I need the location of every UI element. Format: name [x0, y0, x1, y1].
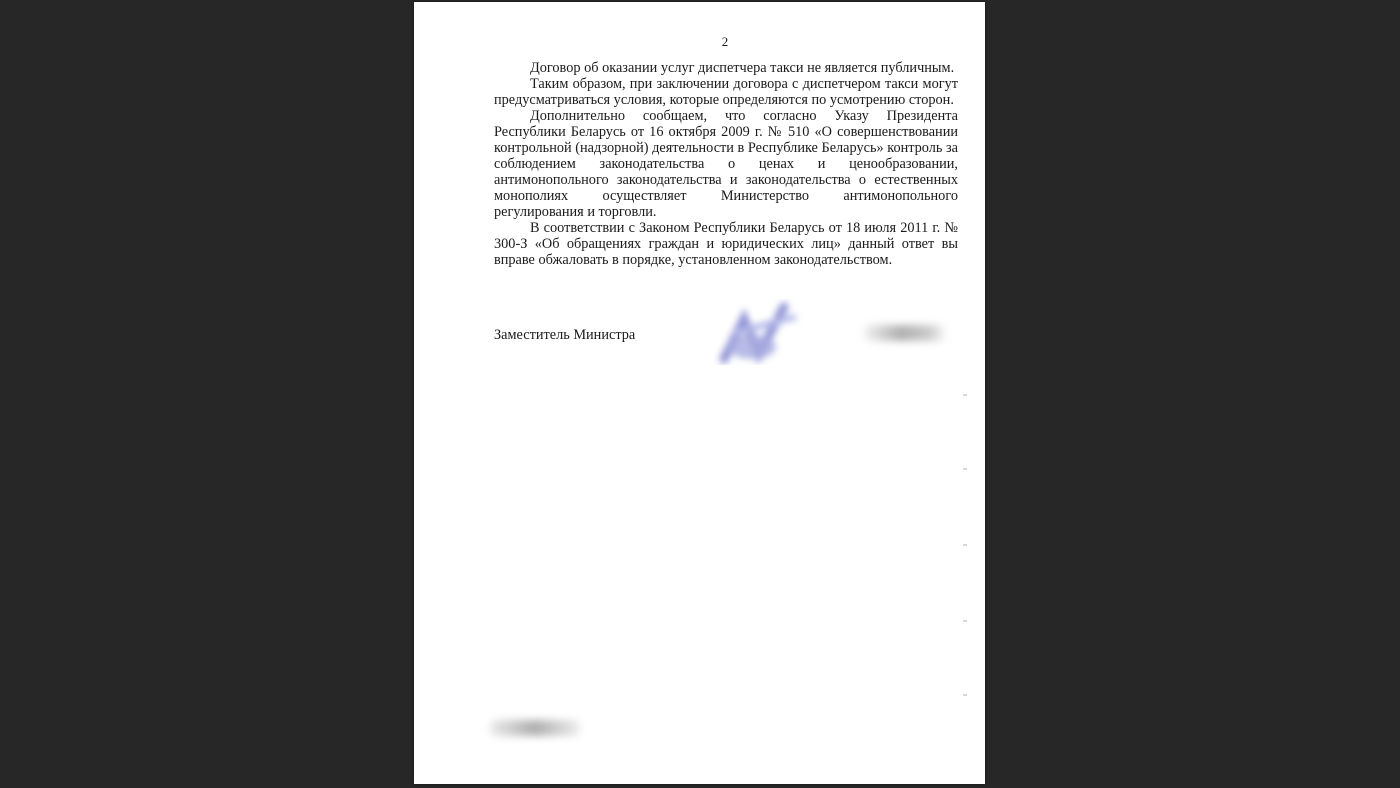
- paragraph-contract-terms: Таким образом, при заключении договора с диспетчером такси могут предусматриваться условия, которые определяются по усмотрению сторон.: [494, 76, 958, 108]
- scan-speck: [963, 620, 967, 622]
- page-number: 2: [721, 34, 729, 49]
- scan-speck: [963, 694, 967, 696]
- handwritten-signature-icon: [714, 299, 804, 365]
- redacted-signatory-name: [864, 325, 946, 341]
- paragraph-appeal-right: В соответствии с Законом Республики Беларусь от 18 июля 2011 г. № 300-З «Об обращениях граждан и юридических лиц» данный ответ вы вправе обжаловать в порядке, установленном законодательством.: [494, 220, 958, 268]
- signatory-title: Заместитель Министра: [494, 327, 636, 343]
- letter-body: [494, 60, 958, 268]
- scan-speck: [963, 468, 967, 470]
- scan-speck: [963, 544, 967, 546]
- scan-speck: [963, 394, 967, 396]
- scan-artifacts: [959, 382, 967, 742]
- paragraph-control-authority: Дополнительно сообщаем, что согласно Указу Президента Республики Беларусь от 16 октября 2009 г. № 510 «О совершенствовании контрольной (надзорной) деятельности в Республике Беларусь» контроль за соблюдением законодательства о ценах и ценообразовании, антимонопольного законодательства и законодательства о естественных монополиях осуществляет Министерство антимонопольного регулирования и торговли.: [494, 108, 958, 220]
- redacted-footer: [490, 720, 580, 736]
- paragraph-public-contract: Договор об оказании услуг диспетчера такси не является публичным.: [530, 60, 955, 76]
- document-page: [414, 2, 985, 784]
